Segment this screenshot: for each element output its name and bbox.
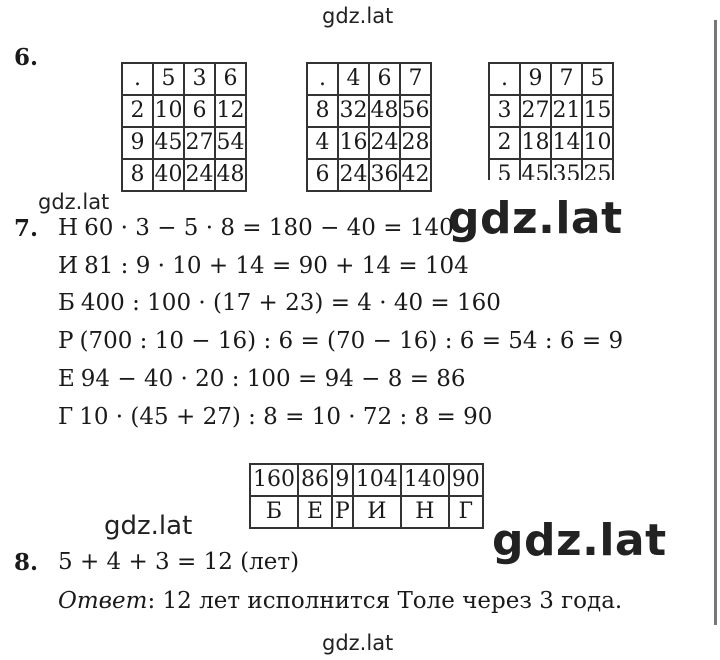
- table-cell: 7: [551, 63, 582, 95]
- expression-line-5: [58, 366, 466, 392]
- table-cell: 45: [153, 127, 184, 159]
- table-cell: 140: [401, 464, 449, 496]
- table-cell: 48: [369, 95, 400, 127]
- table-cell: 2: [122, 95, 153, 127]
- table-cell: 35: [551, 159, 582, 180]
- table-cell: 56: [400, 95, 431, 127]
- table-cell: 9: [332, 464, 353, 496]
- table-cell: 27: [184, 127, 215, 159]
- table-row: [307, 159, 431, 191]
- table-cell: 48: [215, 159, 246, 191]
- table-cell: 12: [215, 95, 246, 127]
- multiplication-table-3-clip: [488, 62, 630, 180]
- table-cell: 24: [338, 159, 369, 191]
- table-cell: 3: [489, 95, 520, 127]
- code-table: [249, 463, 484, 529]
- expression-text: 81 : 9 · 10 + 14 = 90 + 14 = 104: [84, 253, 469, 279]
- answer-text: : 12 лет исполнится Толе через 3 года.: [147, 588, 623, 614]
- table-cell: 8: [307, 95, 338, 127]
- table-cell: 104: [353, 464, 401, 496]
- table-row: [250, 496, 483, 528]
- expression-letter: И: [58, 253, 79, 279]
- table-cell: 45: [520, 159, 551, 180]
- table-row: [489, 63, 613, 95]
- table-cell: 5: [489, 159, 520, 180]
- expression-letter: Н: [58, 215, 79, 241]
- table-cell: 6: [184, 95, 215, 127]
- expression-text: 400 : 100 · (17 + 23) = 4 · 40 = 160: [80, 290, 501, 316]
- table-cell: 24: [184, 159, 215, 191]
- table-cell: 54: [215, 127, 246, 159]
- table-cell: 16: [338, 127, 369, 159]
- task-6-number: 6.: [14, 44, 39, 71]
- table-cell: 8: [122, 159, 153, 191]
- table-cell: 40: [153, 159, 184, 191]
- expression-letter: Б: [58, 290, 75, 316]
- expression-text: 10 · (45 + 27) : 8 = 10 · 72 : 8 = 90: [79, 404, 493, 430]
- table-cell: И: [353, 496, 401, 528]
- table-cell: 10: [582, 127, 613, 159]
- table-cell: 14: [551, 127, 582, 159]
- watermark-mid-big: gdz.lat: [448, 193, 623, 244]
- table-row: [122, 95, 246, 127]
- expression-letter: Е: [58, 366, 75, 392]
- table-cell: 9: [520, 63, 551, 95]
- table-row: [489, 127, 613, 159]
- expression-line-3: [58, 290, 501, 316]
- table-cell: 42: [400, 159, 431, 191]
- expression-line-1: [58, 215, 454, 241]
- table-cell: 5: [582, 63, 613, 95]
- expression-letter: Р: [58, 328, 74, 354]
- table-cell: 7: [400, 63, 431, 95]
- table-cell: 24: [369, 127, 400, 159]
- table-cell: 86: [298, 464, 332, 496]
- multiplication-table-1: [121, 62, 247, 192]
- task-8-answer: [58, 588, 622, 614]
- table-cell: 6: [215, 63, 246, 95]
- table-cell: .: [122, 63, 153, 95]
- watermark-lower-left: gdz.lat: [104, 511, 193, 541]
- table-cell: Б: [250, 496, 298, 528]
- table-cell: 6: [307, 159, 338, 191]
- expression-text: 94 − 40 · 20 : 100 = 94 − 8 = 86: [80, 366, 466, 392]
- table-cell: 32: [338, 95, 369, 127]
- task-8-expression: 5 + 4 + 3 = 12 (лет): [58, 549, 300, 575]
- table-row: [307, 127, 431, 159]
- table-cell: 21: [551, 95, 582, 127]
- table-cell: 5: [153, 63, 184, 95]
- table-cell: 90: [449, 464, 483, 496]
- watermark-top: gdz.lat: [322, 4, 394, 28]
- table-row: [122, 63, 246, 95]
- expression-line-6: [58, 404, 492, 430]
- table-row: [122, 127, 246, 159]
- expression-text: (700 : 10 − 16) : 6 = (70 − 16) : 6 = 54 : 6 = 9: [79, 328, 624, 354]
- table-row: [250, 464, 483, 496]
- table-cell: Г: [449, 496, 483, 528]
- table-cell: 36: [369, 159, 400, 191]
- table-cell: 27: [520, 95, 551, 127]
- table-cell: 2: [489, 127, 520, 159]
- task-8-number: 8.: [14, 549, 39, 576]
- table-cell: Н: [401, 496, 449, 528]
- table-cell: 25: [582, 159, 613, 180]
- page-edge-rule: [714, 20, 717, 625]
- table-row: [307, 95, 431, 127]
- table-cell: 160: [250, 464, 298, 496]
- table-cell: Р: [332, 496, 353, 528]
- expression-line-4: [58, 328, 623, 354]
- table-cell: Е: [298, 496, 332, 528]
- table-cell: .: [489, 63, 520, 95]
- table-row: [489, 95, 613, 127]
- table-cell: 10: [153, 95, 184, 127]
- table-cell: 4: [307, 127, 338, 159]
- table-cell: .: [307, 63, 338, 95]
- multiplication-table-2: [306, 62, 432, 192]
- expression-text: 60 · 3 − 5 · 8 = 180 − 40 = 140: [84, 215, 454, 241]
- table-cell: 18: [520, 127, 551, 159]
- table-cell: 6: [369, 63, 400, 95]
- watermark-lower-big: gdz.lat: [492, 515, 667, 566]
- table-row: [307, 63, 431, 95]
- table-cell: 3: [184, 63, 215, 95]
- expression-line-2: [58, 253, 469, 279]
- answer-label: Ответ: [58, 588, 148, 614]
- table-cell: 28: [400, 127, 431, 159]
- table-cell: 9: [122, 127, 153, 159]
- table-cell: 4: [338, 63, 369, 95]
- watermark-bottom: gdz.lat: [322, 631, 394, 655]
- table-row: [489, 159, 613, 180]
- expression-letter: Г: [58, 404, 74, 430]
- task-7-number: 7.: [14, 215, 39, 242]
- table-row: [122, 159, 246, 191]
- table-cell: 15: [582, 95, 613, 127]
- multiplication-table-3: [488, 62, 614, 180]
- watermark-mid-left: gdz.lat: [38, 190, 110, 214]
